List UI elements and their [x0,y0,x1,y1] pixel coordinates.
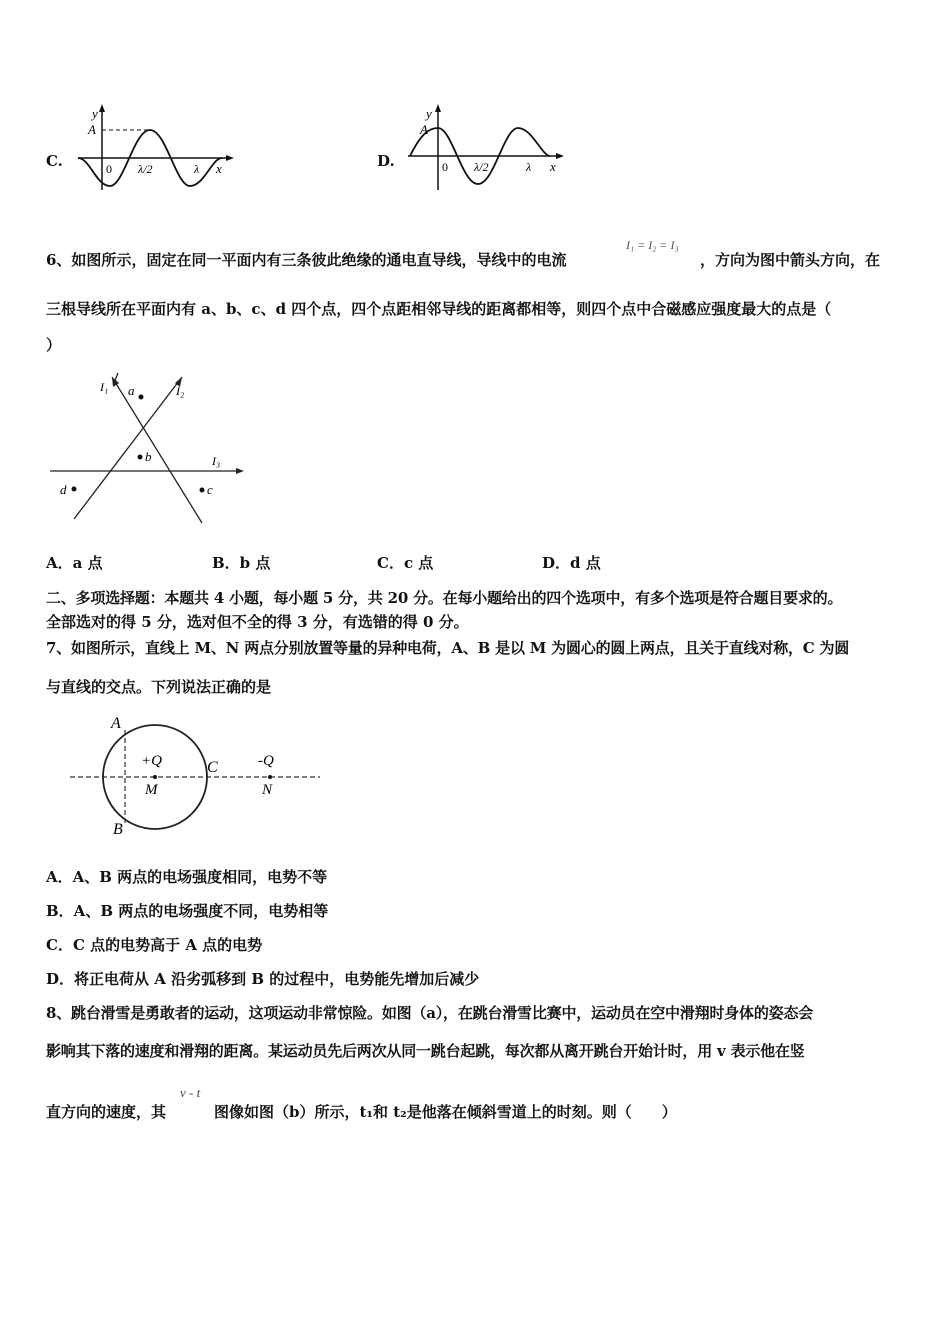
wire-i3-label: I₃ [212,454,221,468]
wave-graph-c [70,100,240,195]
negative-charge-label: -Q [258,753,274,769]
vt-formula: v - t [180,1085,201,1100]
point-a-label: a [128,383,135,398]
positive-charge-label: +Q [141,753,162,769]
q6-line3: ） [46,336,62,354]
section2-scoring: 全部选对的得 5 分，选对但不全的得 3 分，有选错的得 0 分。 [46,613,469,631]
q7-option-d[interactable]: D．将正电荷从 A 沿劣弧移到 B 的过程中，电势能先增加后减少 [46,970,480,988]
q6-line1-post: ，方向为图中箭头方向，在 [700,251,881,269]
section2-heading: 二、多项选择题：本题共 4 小题，每小题 5 分，共 20 分。在每小题给出的四个选项中，有多个选项是符合题目要求的。 [46,589,843,607]
q8-line1: 8、跳台滑雪是勇敢者的运动，这项运动非常惊险。如图（a），在跳台滑雪比赛中，运动员在空中滑翔时身体的姿态会 [46,1004,814,1022]
amplitude-label: A [420,122,428,137]
origin-label: 0 [106,162,112,176]
q6-line2: 三根导线所在平面内有 a、b、c、d 四个点，四个点距相邻导线的距离都相等，则四个点中合磁感应强度最大的点是（ [46,300,832,318]
q7-option-c[interactable]: C．C 点的电势高于 A 点的电势 [46,936,263,954]
q7-option-b[interactable]: B．A、B 两点的电场强度不同，电势相等 [46,902,329,920]
q7-line2: 与直线的交点。下列说法正确的是 [46,678,272,696]
y-axis-label: y [426,106,432,121]
point-n-label: N [262,782,273,798]
point-b-label: B [113,821,123,838]
q6-option-a[interactable]: A．a 点 [46,554,103,572]
q6-currents-formula: I₁ = I₂ = I₃ [626,238,679,252]
point-m-label: M [145,782,158,798]
point-b-label: b [145,449,152,464]
q8-line2: 影响其下落的速度和滑翔的距离。某运动员先后两次从同一跳台起跳，每次都从离开跳台开始计时，用 v 表示他在竖 [46,1042,805,1060]
half-lambda-label: λ/2 [474,160,489,174]
charges-circle-figure [65,708,325,838]
point-c-label: c [207,482,213,497]
lambda-label: λ [194,162,200,176]
q6-line1-pre: 6、如图所示，固定在同一平面内有三条彼此绝缘的通电直导线，导线中的电流 [46,251,567,269]
q7-option-a[interactable]: A．A、B 两点的电场强度相同，电势不等 [46,868,328,886]
q7-line1: 7、如图所示，直线上 M、N 两点分别放置等量的异种电荷，A、B 是以 M 为圆心的圆上两点，且关于直线对称，C 为圆 [46,639,850,657]
point-a-label: A [111,715,121,732]
q6-option-d[interactable]: D．d 点 [542,554,601,572]
option-d-label: D. [377,152,395,170]
wire-i2-label: I₂ [176,384,185,398]
point-c-label: C [207,759,218,776]
half-lambda-label: λ/2 [138,162,153,176]
q8-line3-pre: 直方向的速度，其 [46,1103,167,1121]
lambda-label: λ [526,160,532,174]
y-axis-label: y [92,106,98,121]
x-axis-label: x [216,161,222,176]
wire-i1-label: I₁ [100,380,109,394]
amplitude-label: A [88,122,96,137]
origin-label: 0 [442,160,448,174]
q6-option-b[interactable]: B．b 点 [212,554,271,572]
x-axis-label: x [550,159,556,174]
q8-line3-post: 图像如图（b）所示，t₁和 t₂是他落在倾斜雪道上的时刻。则（ ） [214,1103,677,1121]
option-c-label: C. [46,152,63,170]
wave-graph-d [400,100,570,195]
q6-line1 [46,249,566,270]
q6-option-c[interactable]: C．c 点 [377,554,434,572]
three-wires-figure [40,365,250,530]
point-d-label: d [60,482,67,497]
